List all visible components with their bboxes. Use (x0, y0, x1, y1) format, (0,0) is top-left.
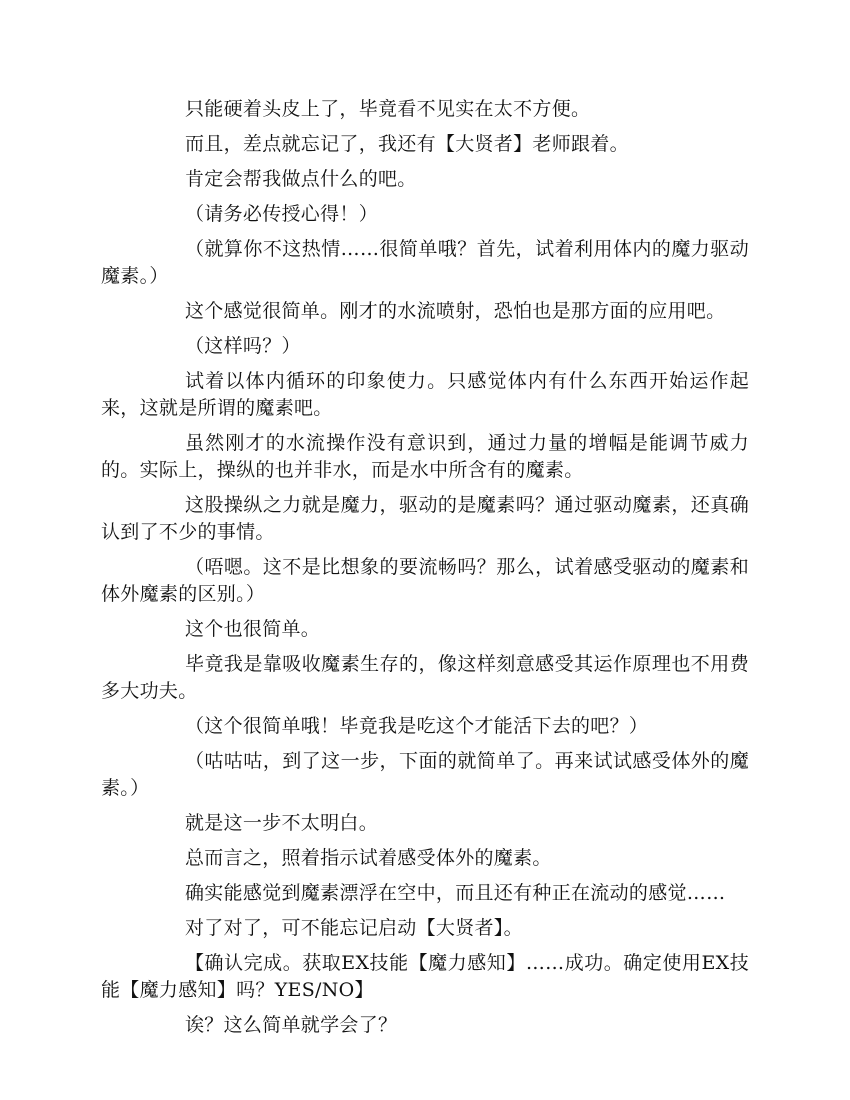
paragraph: 而且，差点就忘记了，我还有【大贤者】老师跟着。 (185, 133, 629, 155)
paragraph: 对了对了，可不能忘记启动【大贤者】。 (185, 917, 523, 939)
paragraph: 这股操纵之力就是魔力，驱动的是魔素吗？通过驱动魔素，还真确认到了不少的事情。 (101, 494, 749, 543)
paragraph: （就算你不这热情……很简单哦？首先，试着利用体内的魔力驱动魔素。） (101, 238, 749, 287)
paragraph: 诶？这么简单就学会了？ (185, 1014, 398, 1036)
paragraph: 肯定会帮我做点什么的吧。 (185, 168, 417, 190)
paragraph: 只能硬着头皮上了，毕竟看不见实在太不方便。 (185, 98, 591, 120)
paragraph: 毕竟我是靠吸收魔素生存的，像这样刻意感受其运作原理也不用费多大功夫。 (101, 653, 749, 702)
document-page (101, 0, 749, 1047)
paragraph: 就是这一步不太明白。 (185, 812, 379, 834)
paragraph: 虽然刚才的水流操作没有意识到，通过力量的增幅是能调节威力的。实际上，操纵的也并非水，而是水中所含有的魔素。 (101, 432, 749, 481)
paragraph: 这个也很简单。 (185, 618, 321, 640)
paragraph: （咕咕咕，到了这一步，下面的就简单了。再来试试感受体外的魔素。） (101, 750, 749, 799)
paragraph: （请务必传授心得！） (185, 203, 379, 225)
paragraph: （这个很简单哦！毕竟我是吃这个才能活下去的吧？） (185, 715, 649, 737)
paragraph: 总而言之，照着指示试着感受体外的魔素。 (185, 847, 552, 869)
paragraph: 确实能感觉到魔素漂浮在空中，而且还有种正在流动的感觉…… (185, 882, 726, 904)
paragraph: （唔嗯。这不是比想象的要流畅吗？那么，试着感受驱动的魔素和体外魔素的区别。） (101, 556, 749, 605)
paragraph: （这样吗？） (185, 335, 301, 357)
paragraph: 试着以体内循环的印象使力。只感觉体内有什么东西开始运作起来，这就是所谓的魔素吧。 (101, 370, 749, 419)
paragraph: 这个感觉很简单。刚才的水流喷射，恐怕也是那方面的应用吧。 (185, 300, 726, 322)
paragraph: 【确认完成。获取EX技能【魔力感知】……成功。确定使用EX技能【魔力感知】吗？YES/NO】 (101, 952, 749, 1001)
